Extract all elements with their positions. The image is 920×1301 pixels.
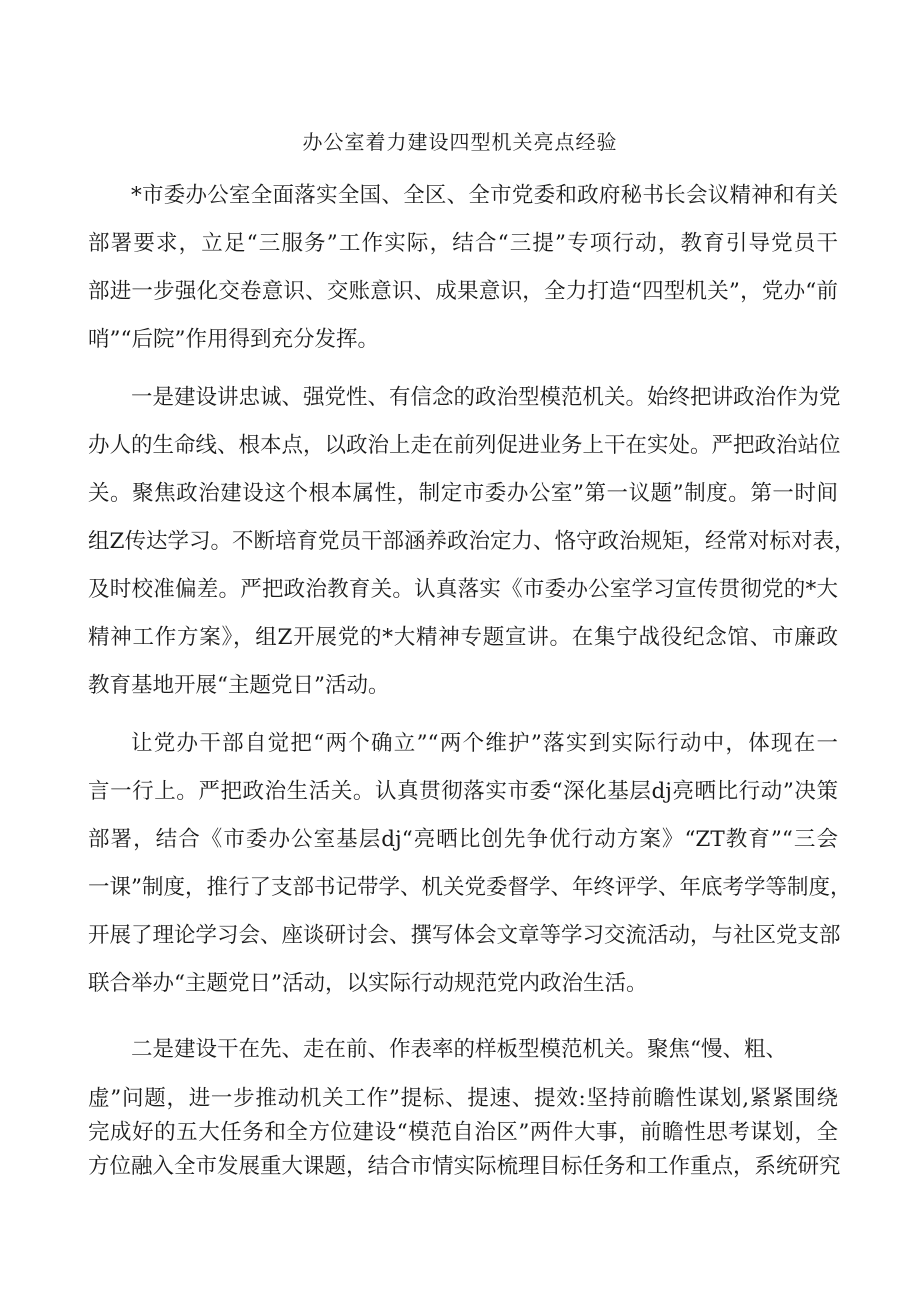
text-line: 哨”“后院”作用得到充分发挥。 [88,327,379,352]
text-line: 组Z传达学习。不断培育党员干部涵养政治定力、恪守政治规矩，经常对标对表， [88,529,856,554]
text-line: 部署要求，立足“三服务”工作实际，结合“三提”专项行动，教育引导党员干 [88,231,838,256]
text-line: *市委办公室全面落实全国、全区、全市党委和政府秘书长会议精神和有关 [131,183,838,208]
text-line: 一是建设讲忠诚、强党性、有信念的政治型模范机关。始终把讲政治作为党 [131,385,841,410]
text-line: 开展了理论学习会、座谈研讨会、撰写体会文章等学习交流活动，与社区党支部 [88,923,841,948]
text-line: 部署，结合《市委办公室基层dj“亮晒比创先争优行动方案》“ZT教育”“三会 [88,827,838,852]
text-line: 言一行上。严把政治生活关。认真贯彻落实市委“深化基层dj亮晒比行动”决策 [88,779,838,804]
text-line: 一课”制度，推行了支部书记带学、机关党委督学、年终评学、年底考学等制度， [88,875,852,900]
text-line: 精神工作方案》，组Z开展党的*大精神专题宣讲。在集宁战役纪念馆、市廉政 [88,625,838,650]
text-line: 方位融入全市发展重大课题，结合市情实际梳理目标任务和工作重点，系统研究 [88,1154,841,1179]
text-line: 完成好的五大任务和全方位建设“模范自治区”两件大事，前瞻性思考谋划，全 [88,1120,838,1145]
paragraph-4 [88,1026,841,1184]
text-line: 让党办干部自觉把“两个确立”“两个维护”落实到实际行动中，体现在一 [131,731,838,756]
text-line: 办人的生命线、根本点，以政治上走在前列促进业务上干在实处。严把政治站位 [88,433,841,458]
text-line: 联合举办“主题党日”活动，以实际行动规范党内政治生活。 [88,971,648,996]
text-line: 及时校准偏差。严把政治教育关。认真落实《市委办公室学习宣传贯彻党的*大 [88,577,838,602]
paragraph-3 [88,720,852,1008]
text-line: 关。聚焦政治建设这个根本属性，制定市委办公室”第一议题”制度。第一时间 [88,481,838,506]
text-line: 教育基地开展“主题党日”活动。 [88,673,390,698]
text-line: 部进一步强化交卷意识、交账意识、成果意识，全力打造“四型机关”，党办“前 [88,279,838,304]
text-line: 二是建设干在先、走在前、作表率的样板型模范机关。聚焦“慢、粗、 [131,1037,787,1062]
paragraph-2 [88,374,856,710]
text-line: 虚”问题，进一步推动机关工作”提标、提速、提效:坚持前瞻性谋划,紧紧围绕 [88,1086,838,1111]
paragraph-1 [88,172,838,364]
document-title: 办公室着力建设四型机关亮点经验 [302,130,618,154]
